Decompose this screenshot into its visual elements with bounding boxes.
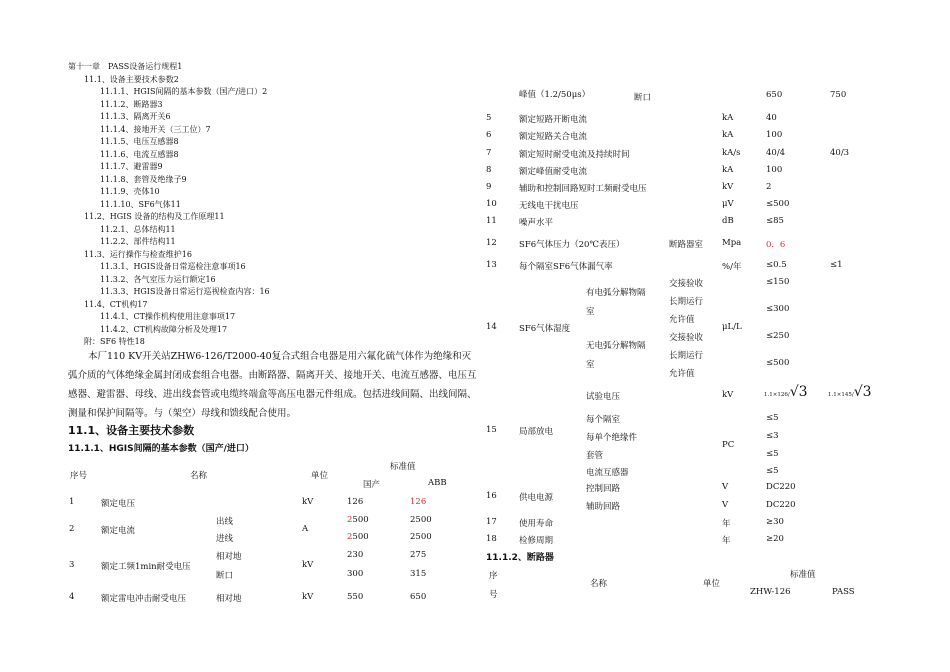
cell-v1: 40 [766,113,777,123]
cell-n: 7 [486,148,492,158]
cell-v1: ≤500 [766,199,790,209]
cell-unit: 年 [722,519,731,529]
cell-unit: μV [722,199,734,209]
cell-v1-rest: 500 [352,515,369,525]
cell-v2: 650 [410,592,427,602]
cell-v2: 2500 [410,532,432,542]
cell-n: 12 [486,238,497,248]
cell-n: 6 [486,130,492,140]
toc-line: 11.3.1、HGIS设备日常巡检注意事项16 [100,262,246,271]
cell-n: 18 [486,534,497,544]
col-std: 标准值 [390,462,416,472]
cell-v1: 100 [766,165,783,175]
cell-v2: 275 [410,550,427,560]
cell-v1: 300 [347,569,364,579]
section-title: 11.1、设备主要技术参数 [68,424,195,437]
col-seq: 号 [489,590,498,600]
cell-n: 13 [486,260,497,270]
cell-sub: 每个隔室 [586,415,621,425]
cell-unit: dB [722,216,734,226]
cell-sub: 长期运行 [669,351,704,361]
cell-n: 4 [69,592,75,602]
formula-1 [764,381,808,400]
toc-line: 11.2.1、总体结构11 [100,225,176,234]
cell-v1: 126 [347,497,364,507]
toc-line: 附：SF6 特性18 [84,337,145,346]
cell-name: 辅助和控制回路短时工频耐受电压 [519,184,647,194]
cell-v2: 126 [410,497,427,507]
col-name: 名称 [190,471,208,481]
cell-v2: 2500 [410,515,432,525]
cell-name: 额定短路关合电流 [519,132,588,142]
cell-n: 8 [486,165,492,175]
cell-name: 额定电流 [101,526,136,536]
cell-v1: 650 [766,90,783,100]
cell-unit: kV [302,592,314,602]
cell-v: ≤150 [766,277,790,287]
toc-line: 11.1.5、电压互感器8 [100,137,179,146]
cell-unit: kA [722,113,734,123]
cell-sub: 每单个绝缘件 [586,433,638,443]
cell-sub: 电流互感器 [586,468,629,478]
intro-paragraph: 本厂110 KV开关站ZHW6-126/T2000-40复合式组合电器是用六氟化硫气体作为绝缘和灭弧介质的气体绝缘金属封闭成套组合电器。由断路器、隔离开关、接地开关、电流互感器、电压互感器、避雷器、母线、进出线套管或电缆终端盒等高压电器元件组成。包括进线间隔、出线间隔、测量和保护间隔等。与（架空）母线和馈线配合使用。 [68,351,477,419]
cell-v1 [347,532,369,542]
col-unit: 单位 [703,579,721,589]
cell-n: 2 [69,524,75,534]
cell-unit: %/年 [722,262,742,272]
cell-sub: 允许值 [669,315,695,325]
cell-name: 检修周期 [519,536,554,546]
toc-line: 11.1.6、电流互感器8 [100,150,179,159]
toc-line: 11.1.4、接地开关（三工位）7 [100,125,211,134]
cell-unit: A [302,524,309,534]
cell-group: 室 [586,360,595,370]
col-seq: 序 [489,571,498,581]
cell-sub: 进线 [216,534,234,544]
formula-2 [828,381,872,400]
cell-sub: 交接验收 [669,333,704,343]
cell-v1: 100 [766,130,783,140]
cell-unit: kA [722,165,734,175]
col-std: 标准值 [790,570,816,580]
cell-name: 每个隔室SF6气体漏气率 [519,262,613,272]
cell-v: ≥30 [766,517,784,527]
toc-line: 11.1、设备主要技术参数2 [84,75,179,84]
cell-v1-lead: 2 [347,532,353,542]
cell-v2: 315 [410,569,427,579]
cell-name: 额定工频1min耐受电压 [101,562,191,572]
cell-v1: 550 [347,592,364,602]
cell-n: 15 [486,425,497,435]
cell-sub: 断口 [634,93,652,103]
toc-line: 11.1.3、隔离开关6 [100,112,171,121]
sqrt-symbol: √3 [853,384,872,400]
cell-n: 3 [69,560,75,570]
cell-group: 室 [586,307,595,317]
col-name: 名称 [590,579,608,589]
col-abb: ABB [428,478,447,488]
cell-name: 无线电干扰电压 [519,201,579,211]
cell-sub: 断口 [216,571,234,581]
col-unit: 单位 [311,471,329,481]
cell-sub: 长期运行 [669,297,704,307]
cell-name: 局部放电 [519,427,554,437]
formula-text: 1.1×126/ [764,392,790,398]
cell-name: 额定短时耐受电流及持续时间 [519,150,630,160]
cell-n: 11 [486,216,497,226]
toc-line: 11.2、HGIS 设备的结构及工作原理11 [84,212,225,221]
cell-v: DC220 [766,500,796,510]
cell-unit: kV [302,497,314,507]
cell-sub: 允许值 [669,369,695,379]
col-seq: 序号 [70,471,88,481]
formula-text: 1.1×145/ [828,392,854,398]
cell-v1: 230 [347,550,364,560]
toc-line: 11.3.2、各气室压力运行额定16 [100,275,216,284]
cell-sub: 出线 [216,517,234,527]
cell-v1: 2 [766,182,772,192]
cell-name: SF6气体湿度 [519,324,571,334]
cell-sub: 辅助回路 [586,502,621,512]
cell-name: 噪声水平 [519,218,554,228]
cell-name: 供电电源 [519,493,554,503]
cell-group: 无电弧分解物隔 [586,341,646,351]
cell-v1: 40/4 [766,148,786,158]
cell-v1-rest: 500 [352,532,369,542]
cell-v: ≤5 [766,449,779,459]
cell-unit: PC [722,440,735,450]
cell-n: 1 [69,497,75,507]
toc-line: 11.4、CT机构17 [84,300,148,309]
toc-line: 11.4.2、CT机构故障分析及处理17 [100,325,228,334]
cell-unit: 年 [722,536,731,546]
toc-line: 11.1.9、壳体10 [100,187,160,196]
cell-n: 14 [486,322,497,332]
toc-line: 11.3.3、HGIS设备日常运行巡视检查内容：16 [100,287,270,296]
cell-n: 5 [486,113,492,123]
cell-v: ≤3 [766,431,779,441]
cell-n: 17 [486,517,497,527]
toc-line: 11.1.8、套管及绝缘子9 [100,175,187,184]
toc-line: 第十一章 PASS设备运行规程1 [68,62,183,71]
cell-v1: ≤0.5 [766,260,787,270]
subsection-title: 11.1.1、HGIS间隔的基本参数（国产/进口） [68,444,254,454]
cell-unit: kA [722,130,734,140]
cell-v: ≤250 [766,331,790,341]
cell-unit: V [722,482,729,492]
cell-name: SF6气体压力（20℃表压） [519,240,625,250]
toc-line: 11.3、运行操作与检查维护16 [84,250,192,259]
col-dom: 国产 [363,480,381,490]
cell-v: ≤5 [766,413,779,423]
toc-line: 11.4.1、CT操作机构使用注意事项17 [100,312,236,321]
cell-v1: 0．6 [766,240,786,250]
cell-unit: μL/L [722,322,742,332]
cell-name: 峰值（1.2/50μs） [519,90,591,100]
cell-unit: V [722,500,729,510]
cell-name: 额定雷电冲击耐受电压 [101,594,187,604]
cell-name: 额定峰值耐受电流 [519,167,588,177]
toc-line: 11.1.1、HGIS间隔的基本参数（国产/进口）2 [100,87,268,96]
cell-unit: kA/s [722,148,741,158]
cell-n: 10 [486,199,497,209]
cell-name: 额定短路开断电流 [519,115,588,125]
toc-line: 11.2.2、部件结构11 [100,237,176,246]
cell-n: 16 [486,491,497,501]
cell-v: ≥20 [766,534,784,544]
cell-v1-lead: 2 [347,515,353,525]
cell-n: 9 [486,182,492,192]
cell-unit: Mpa [722,238,742,248]
sqrt-symbol: √3 [789,384,808,400]
cell-sub: 相对地 [216,552,242,562]
toc-line: 11.1.7、避雷器9 [100,162,163,171]
cell-sub: 控制回路 [586,484,621,494]
cell-v1 [347,515,369,525]
cell-group: 有电弧分解物隔 [586,288,646,298]
subsection-title: 11.1.2、断路器 [486,553,554,563]
cell-v: DC220 [766,482,796,492]
cell-name: 额定电压 [101,499,136,509]
cell-unit: kV [722,390,734,400]
cell-v: ≤5 [766,466,779,476]
toc-line: 11.1.10、SF6气体11 [100,200,181,209]
cell-v2: ≤1 [830,260,843,270]
toc-line: 11.1.2、断路器3 [100,100,163,109]
col-c1: ZHW-126 [750,587,791,597]
cell-v2: 750 [830,90,847,100]
cell-v: ≤300 [766,304,790,314]
cell-name: 试验电压 [586,392,621,402]
cell-sub: 断路器室 [669,240,704,250]
cell-unit: kV [302,560,314,570]
cell-sub: 套管 [586,451,604,461]
cell-v2: 40/3 [830,148,850,158]
cell-sub: 交接验收 [669,279,704,289]
cell-sub: 相对地 [216,594,242,604]
cell-v: ≤500 [766,358,790,368]
cell-unit: kV [722,182,734,192]
cell-name: 使用寿命 [519,519,554,529]
cell-v1: ≤85 [766,216,784,226]
col-c2: PASS [832,587,855,597]
